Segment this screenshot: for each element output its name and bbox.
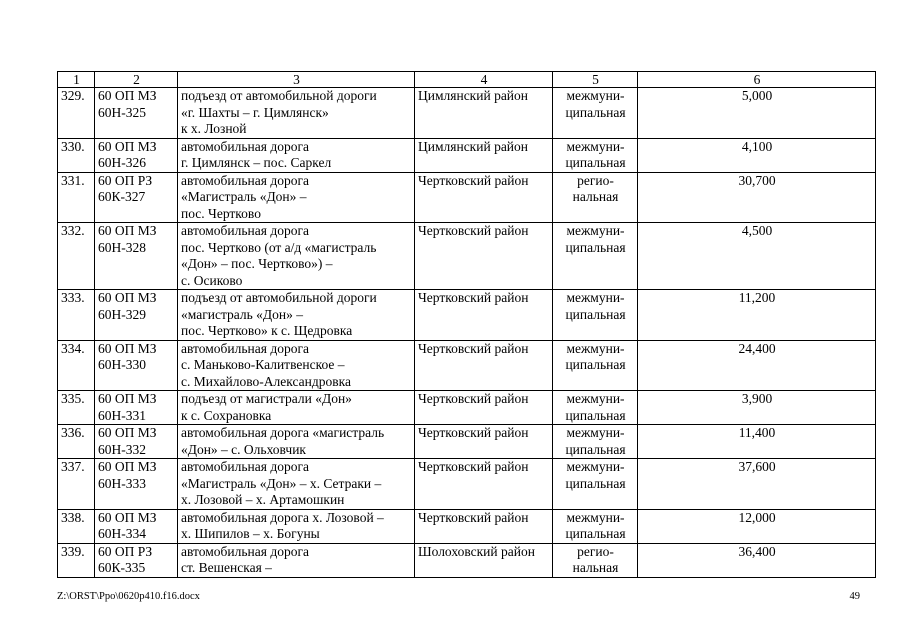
table-row xyxy=(58,290,876,341)
road-name xyxy=(178,340,415,391)
road-name-line: с. Осиково xyxy=(181,272,243,288)
road-type xyxy=(553,509,638,543)
road-code-line: 60Н-333 xyxy=(98,475,146,491)
road-code-line: 60 ОП МЗ xyxy=(98,509,157,525)
road-type xyxy=(553,290,638,341)
road-type-line: ципальная xyxy=(565,155,626,170)
road-name-line: ст. Вешенская – xyxy=(181,560,272,575)
road-type-line: нальная xyxy=(572,560,619,575)
road-name xyxy=(178,509,415,543)
header-cell: 2 xyxy=(95,72,178,88)
road-name-line: «г. Шахты – г. Цимлянск» xyxy=(181,104,329,120)
road-type-line: ципальная xyxy=(565,475,626,491)
road-length: 5,000 xyxy=(638,88,876,139)
district: Чертковский район xyxy=(415,509,553,543)
road-name xyxy=(178,172,415,223)
road-code-line: 60 ОП МЗ xyxy=(98,223,157,238)
header-cell: 4 xyxy=(415,72,553,88)
roads-table xyxy=(57,71,876,578)
road-name-line: автомобильная дорога xyxy=(181,459,309,474)
road-name xyxy=(178,138,415,172)
road-code-line: 60 ОП МЗ xyxy=(98,340,157,356)
road-type-line: ципальная xyxy=(565,441,626,457)
road-code xyxy=(95,509,178,543)
road-name-line: «магистраль «Дон» – xyxy=(181,306,303,322)
row-number: 334. xyxy=(58,340,95,391)
road-length: 36,400 xyxy=(638,543,876,577)
road-length: 37,600 xyxy=(638,459,876,510)
file-path: Z:\ORST\Ppo\0620p410.f16.docx xyxy=(57,591,200,602)
road-name-line: «Дон» – пос. Чертково») – xyxy=(181,256,333,271)
road-type xyxy=(553,138,638,172)
road-type-line: нальная xyxy=(572,189,619,204)
road-code-line: 60К-327 xyxy=(98,189,146,204)
header-cell: 6 xyxy=(638,72,876,88)
row-number: 336. xyxy=(58,425,95,459)
road-code xyxy=(95,425,178,459)
road-name-line: пос. Чертково (от а/д «магистраль xyxy=(181,239,377,255)
road-length: 11,400 xyxy=(638,425,876,459)
road-name xyxy=(178,459,415,510)
road-type xyxy=(553,172,638,223)
table-row xyxy=(58,223,876,290)
header-cell: 1 xyxy=(58,72,95,88)
district: Цимлянский район xyxy=(415,88,553,139)
table-header-row xyxy=(58,72,876,88)
road-type-line: межмуни- xyxy=(566,340,625,356)
row-number: 330. xyxy=(58,138,95,172)
road-code-line: 60 ОП МЗ xyxy=(98,88,157,103)
district: Чертковский район xyxy=(415,459,553,510)
road-name xyxy=(178,425,415,459)
road-type xyxy=(553,425,638,459)
road-name-line: с. Михайлово-Александровка xyxy=(181,373,351,389)
road-name-line: к с. Сохрановка xyxy=(181,407,272,423)
road-code xyxy=(95,88,178,139)
road-code xyxy=(95,223,178,290)
road-type-line: межмуни- xyxy=(566,88,625,103)
road-length: 11,200 xyxy=(638,290,876,341)
road-name-line: к х. Лозной xyxy=(181,121,247,136)
road-type xyxy=(553,88,638,139)
road-code-line: 60Н-332 xyxy=(98,441,146,457)
road-code xyxy=(95,459,178,510)
road-type-line: ципальная xyxy=(565,526,626,541)
road-length: 12,000 xyxy=(638,509,876,543)
road-name-line: подъезд от магистрали «Дон» xyxy=(181,391,352,406)
table-row xyxy=(58,543,876,577)
district: Чертковский район xyxy=(415,172,553,223)
road-type-line: регио- xyxy=(577,543,614,559)
road-length: 24,400 xyxy=(638,340,876,391)
road-name-line: подъезд от автомобильной дороги xyxy=(181,290,377,305)
header-cell: 3 xyxy=(178,72,415,88)
road-code-line: 60К-335 xyxy=(98,560,146,575)
road-code-line: 60Н-329 xyxy=(98,306,146,322)
road-code xyxy=(95,340,178,391)
road-name-line: с. Маньково-Калитвенское – xyxy=(181,357,345,372)
road-length: 4,500 xyxy=(638,223,876,290)
road-code xyxy=(95,391,178,425)
road-code xyxy=(95,138,178,172)
road-name-line: «Дон» – с. Ольховчик xyxy=(181,441,306,457)
road-type xyxy=(553,223,638,290)
road-code-line: 60 ОП МЗ xyxy=(98,290,157,305)
road-type-line: ципальная xyxy=(565,407,626,423)
road-code-line: 60 ОП МЗ xyxy=(98,459,157,474)
road-type-line: ципальная xyxy=(565,239,626,255)
road-code xyxy=(95,172,178,223)
road-type xyxy=(553,340,638,391)
road-name xyxy=(178,88,415,139)
road-name-line: автомобильная дорога х. Лозовой – xyxy=(181,509,384,525)
road-name-line: автомобильная дорога xyxy=(181,172,309,188)
road-name-line: автомобильная дорога xyxy=(181,223,309,238)
road-length: 4,100 xyxy=(638,138,876,172)
table-row xyxy=(58,509,876,543)
road-type-line: межмуни- xyxy=(566,459,625,474)
road-type xyxy=(553,391,638,425)
road-type-line: межмуни- xyxy=(566,290,625,305)
row-number: 331. xyxy=(58,172,95,223)
road-code-line: 60Н-328 xyxy=(98,239,146,255)
road-code-line: 60Н-331 xyxy=(98,407,146,423)
road-type-line: межмуни- xyxy=(566,425,625,440)
road-code-line: 60Н-325 xyxy=(98,104,146,120)
road-type xyxy=(553,459,638,510)
road-name-line: х. Лозовой – х. Артамошкин xyxy=(181,492,345,507)
row-number: 335. xyxy=(58,391,95,425)
road-name-line: подъезд от автомобильной дороги xyxy=(181,88,377,103)
table-row xyxy=(58,340,876,391)
table-row xyxy=(58,425,876,459)
road-code xyxy=(95,290,178,341)
header-cell: 5 xyxy=(553,72,638,88)
road-code-line: 60Н-326 xyxy=(98,155,146,170)
page-number: 49 xyxy=(849,591,860,602)
road-name xyxy=(178,223,415,290)
district: Чертковский район xyxy=(415,340,553,391)
district: Чертковский район xyxy=(415,290,553,341)
road-name-line: автомобильная дорога xyxy=(181,543,309,559)
road-name xyxy=(178,391,415,425)
district: Чертковский район xyxy=(415,391,553,425)
road-code-line: 60Н-330 xyxy=(98,357,146,372)
road-length: 3,900 xyxy=(638,391,876,425)
road-code-line: 60 ОП РЗ xyxy=(98,543,153,559)
road-code-line: 60 ОП МЗ xyxy=(98,425,157,440)
district: Цимлянский район xyxy=(415,138,553,172)
row-number: 333. xyxy=(58,290,95,341)
road-name xyxy=(178,290,415,341)
table-row xyxy=(58,459,876,510)
road-type-line: межмуни- xyxy=(566,223,625,238)
road-code xyxy=(95,543,178,577)
road-name xyxy=(178,543,415,577)
row-number: 332. xyxy=(58,223,95,290)
road-code-line: 60 ОП РЗ xyxy=(98,172,153,188)
table-row xyxy=(58,172,876,223)
road-name-line: пос. Чертково» к с. Щедровка xyxy=(181,323,353,338)
road-type-line: межмуни- xyxy=(566,391,625,406)
row-number: 337. xyxy=(58,459,95,510)
row-number: 338. xyxy=(58,509,95,543)
road-type-line: ципальная xyxy=(565,306,626,322)
road-code-line: 60 ОП МЗ xyxy=(98,138,157,154)
road-type-line: межмуни- xyxy=(566,509,625,525)
district: Чертковский район xyxy=(415,425,553,459)
road-code-line: 60Н-334 xyxy=(98,526,146,541)
road-type-line: ципальная xyxy=(565,104,626,120)
table-row xyxy=(58,88,876,139)
road-name-line: «Магистраль «Дон» – х. Сетраки – xyxy=(181,475,382,491)
road-type xyxy=(553,543,638,577)
district: Чертковский район xyxy=(415,223,553,290)
row-number: 329. xyxy=(58,88,95,139)
row-number: 339. xyxy=(58,543,95,577)
road-code-line: 60 ОП МЗ xyxy=(98,391,157,406)
road-length: 30,700 xyxy=(638,172,876,223)
road-type-line: межмуни- xyxy=(566,138,625,154)
road-name-line: автомобильная дорога xyxy=(181,340,309,356)
road-name-line: х. Шипилов – х. Богуны xyxy=(181,526,320,541)
table-row xyxy=(58,391,876,425)
road-type-line: регио- xyxy=(577,172,614,188)
road-name-line: пос. Чертково xyxy=(181,205,261,221)
road-name-line: автомобильная дорога xyxy=(181,138,309,154)
district: Шолоховский район xyxy=(415,543,553,577)
table-row xyxy=(58,138,876,172)
road-name-line: автомобильная дорога «магистраль xyxy=(181,425,385,440)
road-name-line: «Магистраль «Дон» – xyxy=(181,189,307,204)
road-type-line: ципальная xyxy=(565,357,626,372)
road-name-line: г. Цимлянск – пос. Саркел xyxy=(181,155,332,170)
